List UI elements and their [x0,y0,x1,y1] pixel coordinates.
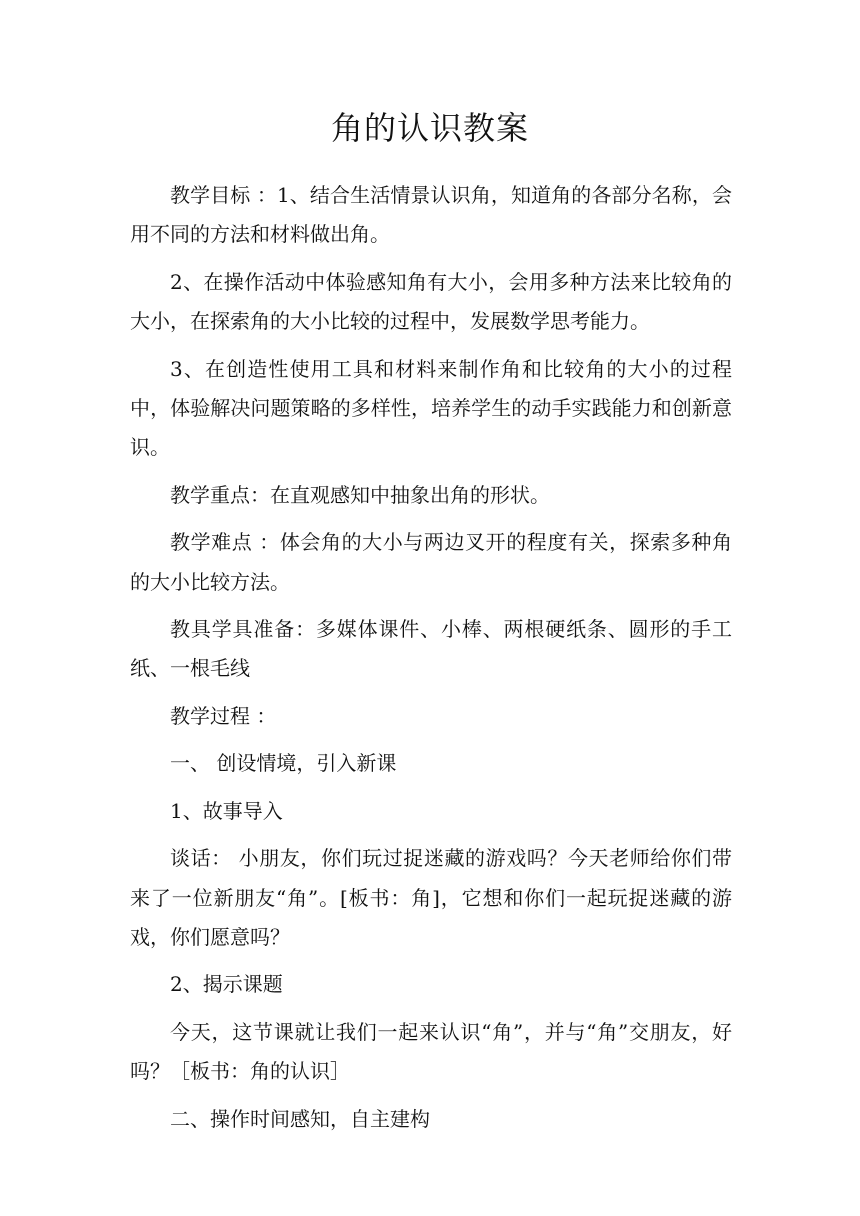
paragraph-process-heading: 教学过程 ： [170,703,277,728]
paragraph-materials: 教具学具准备：多媒体课件、小棒、两根硬纸条、圆形的手工纸、一根毛线 [130,617,732,681]
paragraph-key-point: 教学重点：在直观感知中抽象出角的形状。 [170,482,550,507]
paragraph-dialogue: 谈话： 小朋友，你们玩过捉迷藏的游戏吗？今天老师给你们带来了一位新朋友“角”。[板书：角]，它想和你们一起玩捉迷藏的游戏，你们愿意吗？ [130,846,732,949]
section-heading-1: 一、 创设情境，引入新课 [170,751,397,776]
paragraph-objective-1: 教学目标 ：1、结合生活情景认识角，知道角的各部分名称，会用不同的方法和材料做出角。 [130,183,732,247]
document-title: 角的认识教案 [330,109,529,147]
paragraph-difficulty: 教学难点 ：体会角的大小与两边叉开的程度有关，探索多种角的大小比较方法。 [130,530,732,594]
subheading-reveal-topic: 2、揭示课题 [170,972,283,997]
subheading-story-intro: 1、故事导入 [170,798,283,823]
paragraph-objective-2: 2、在操作活动中体验感知角有大小，会用多种方法来比较角的大小，在探索角的大小比较的过程中，发展数学思考能力。 [130,269,732,334]
section-heading-2: 二、操作时间感知，自主建构 [170,1106,430,1131]
paragraph-today: 今天，这节课就让我们一起来认识“角”，并与“角”交朋友，好吗？［板书：角的认识］ [130,1019,732,1084]
paragraph-objective-3: 3、在创造性使用工具和材料来制作角和比较角的大小的过程中，体验解决问题策略的多样性，培养学生的动手实践能力和创新意识。 [130,356,732,460]
document-body [130,176,732,1147]
